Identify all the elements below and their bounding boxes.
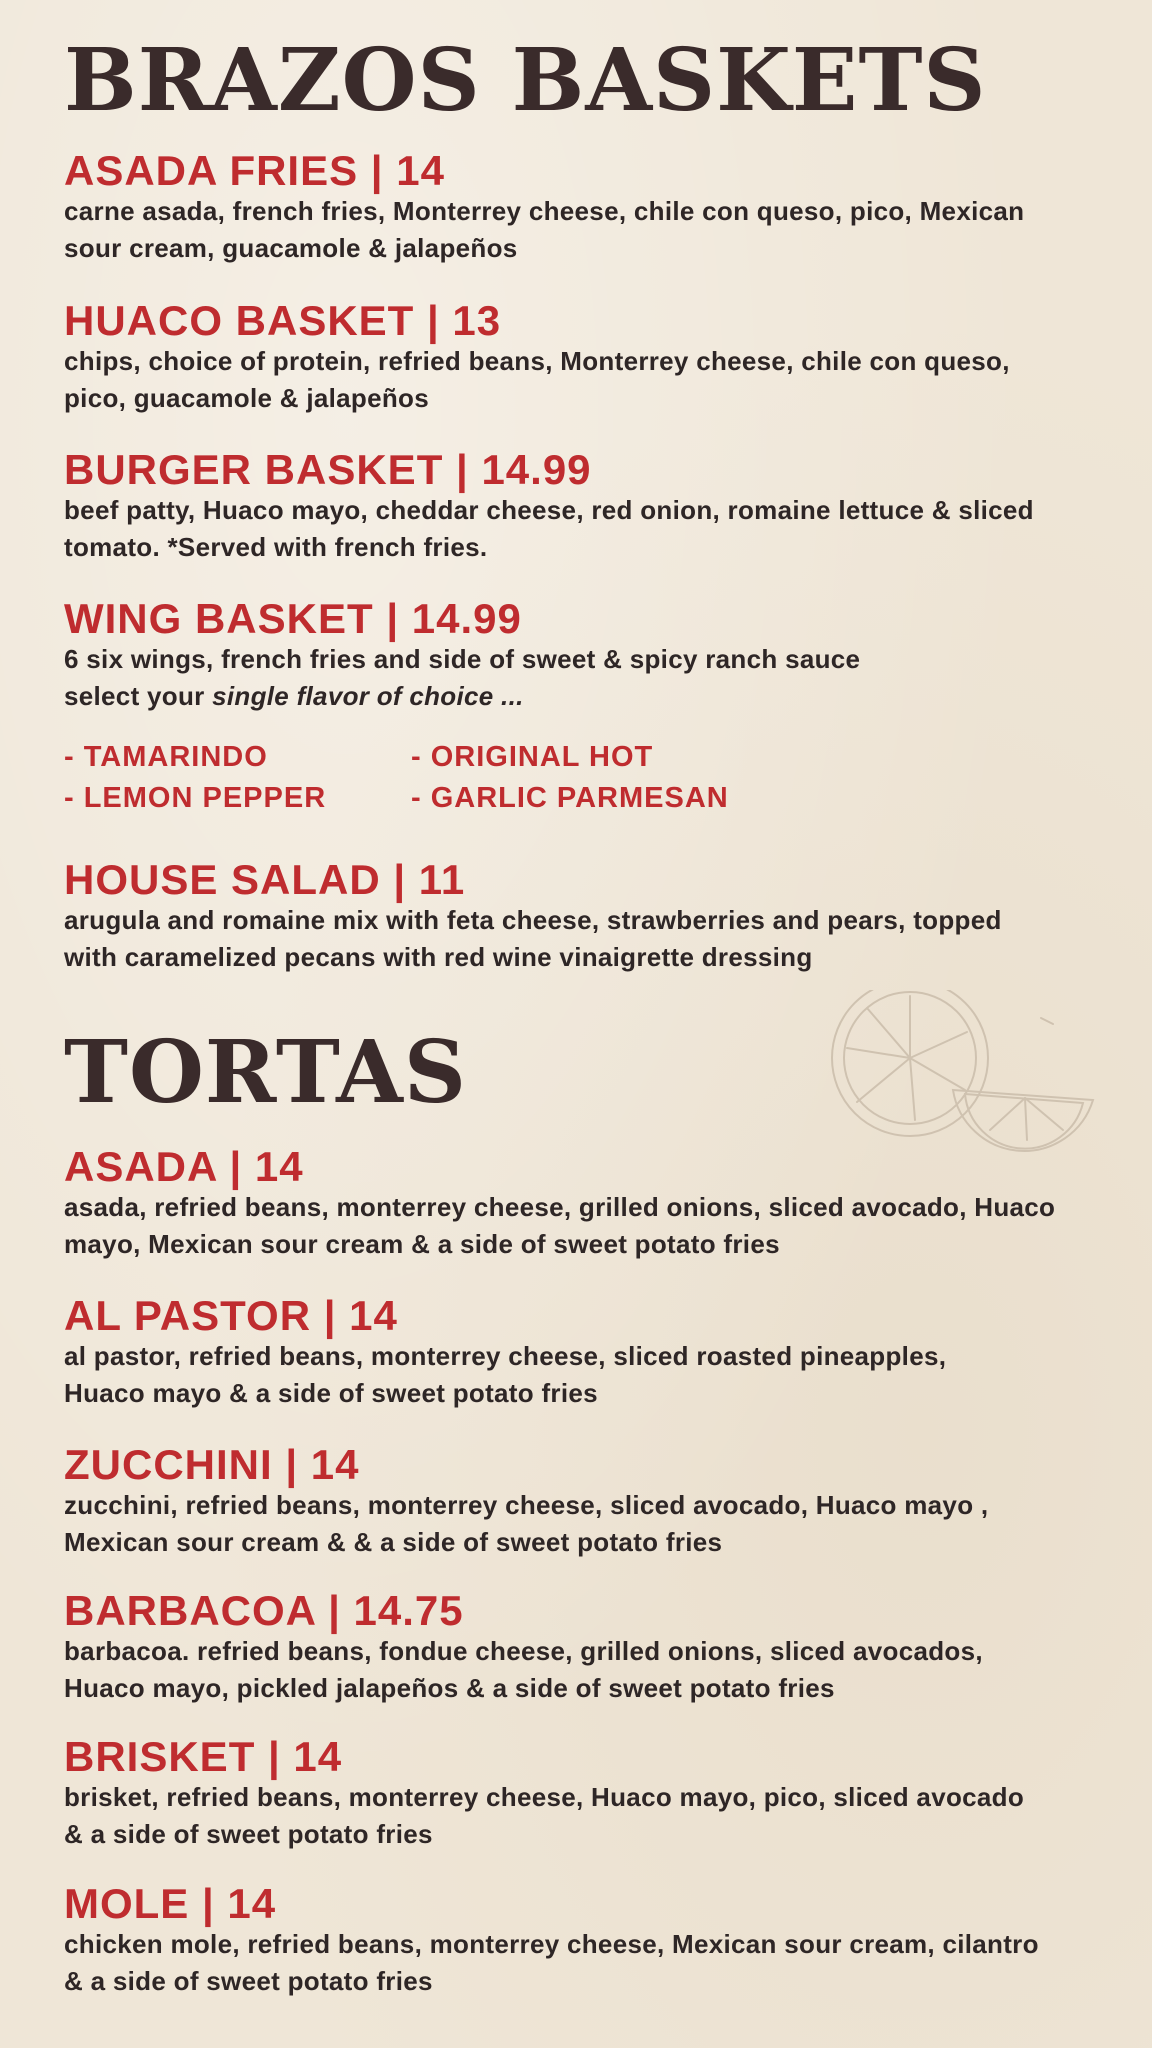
item-title-burger-basket: BURGER BASKET | 14.99: [64, 446, 592, 493]
description-line: beef patty, Huaco mayo, cheddar cheese, red onion, romaine lettuce & sliced: [64, 495, 1034, 525]
item-description-al-pastor: [64, 1338, 1084, 1412]
description-line: pico, guacamole & jalapeños: [64, 383, 429, 413]
item-description-barbacoa: [64, 1633, 1084, 1707]
item-title-asada-fries: ASADA FRIES | 14: [64, 147, 445, 194]
description-line: al pastor, refried beans, monterrey cheese, sliced roasted pineapples,: [64, 1341, 947, 1371]
item-title-house-salad: HOUSE SALAD | 11: [64, 856, 466, 903]
description-line: chicken mole, refried beans, monterrey cheese, Mexican sour cream, cilantro: [64, 1929, 1039, 1959]
description-line: 6 six wings, french fries and side of sweet & spicy ranch sauce: [64, 644, 861, 674]
item-description-zucchini: [64, 1487, 1084, 1561]
flavor-option-garlic-parmesan: - GARLIC PARMESAN: [411, 782, 729, 814]
description-line: & a side of sweet potato fries: [64, 1966, 433, 1996]
description-line: tomato. *Served with french fries.: [64, 532, 488, 562]
section-heading-brazos-baskets: BRAZOS BASKETS: [64, 30, 987, 131]
section-heading-tortas: TORTAS: [64, 1022, 467, 1123]
item-title-wing-basket: WING BASKET | 14.99: [64, 595, 522, 642]
description-line: Huaco mayo, pickled jalapeños & a side of sweet potato fries: [64, 1673, 835, 1703]
flavor-prompt-prefix: select your: [64, 681, 213, 711]
description-line: carne asada, french fries, Monterrey cheese, chile con queso, pico, Mexican: [64, 196, 1025, 226]
item-description-wing-basket: [64, 641, 1084, 715]
description-line: zucchini, refried beans, monterrey cheese, sliced avocado, Huaco mayo ,: [64, 1490, 989, 1520]
description-line: Mexican sour cream & & a side of sweet potato fries: [64, 1527, 723, 1557]
flavor-option-tamarindo: - TAMARINDO: [64, 741, 268, 773]
item-description-brisket: [64, 1779, 1084, 1853]
lemon-slices-icon: [815, 990, 1105, 1180]
item-title-huaco-basket: HUACO BASKET | 13: [64, 297, 502, 344]
description-line: arugula and romaine mix with feta cheese, strawberries and pears, topped: [64, 905, 1002, 935]
item-description-mole: [64, 1926, 1084, 2000]
flavor-prompt-emphasis: single flavor of choice ...: [212, 681, 524, 711]
item-description-burger-basket: [64, 492, 1084, 566]
description-line: with caramelized pecans with red wine vinaigrette dressing: [64, 942, 813, 972]
item-title-brisket: BRISKET | 14: [64, 1733, 343, 1780]
description-line: & a side of sweet potato fries: [64, 1819, 433, 1849]
item-title-asada-torta: ASADA | 14: [64, 1143, 304, 1190]
description-line: brisket, refried beans, monterrey cheese, Huaco mayo, pico, sliced avocado: [64, 1782, 1025, 1812]
item-description-house-salad: [64, 902, 1084, 976]
item-title-al-pastor: AL PASTOR | 14: [64, 1292, 398, 1339]
description-line: sour cream, guacamole & jalapeños: [64, 233, 518, 263]
item-description-asada-fries: [64, 193, 1084, 267]
item-description-huaco-basket: [64, 343, 1084, 417]
item-title-zucchini: ZUCCHINI | 14: [64, 1441, 360, 1488]
description-line: chips, choice of protein, refried beans, Monterrey cheese, chile con queso,: [64, 346, 1010, 376]
description-line: mayo, Mexican sour cream & a side of sweet potato fries: [64, 1229, 780, 1259]
item-title-barbacoa: BARBACOA | 14.75: [64, 1587, 464, 1634]
flavor-option-original-hot: - ORIGINAL HOT: [411, 741, 654, 773]
item-title-mole: MOLE | 14: [64, 1880, 277, 1927]
description-line: barbacoa. refried beans, fondue cheese, grilled onions, sliced avocados,: [64, 1636, 983, 1666]
item-description-asada-torta: [64, 1189, 1084, 1263]
description-line: asada, refried beans, monterrey cheese, grilled onions, sliced avocado, Huaco: [64, 1192, 1056, 1222]
flavor-option-lemon-pepper: - LEMON PEPPER: [64, 782, 327, 814]
flavor-prompt: [64, 678, 1084, 715]
description-line: Huaco mayo & a side of sweet potato fries: [64, 1378, 598, 1408]
